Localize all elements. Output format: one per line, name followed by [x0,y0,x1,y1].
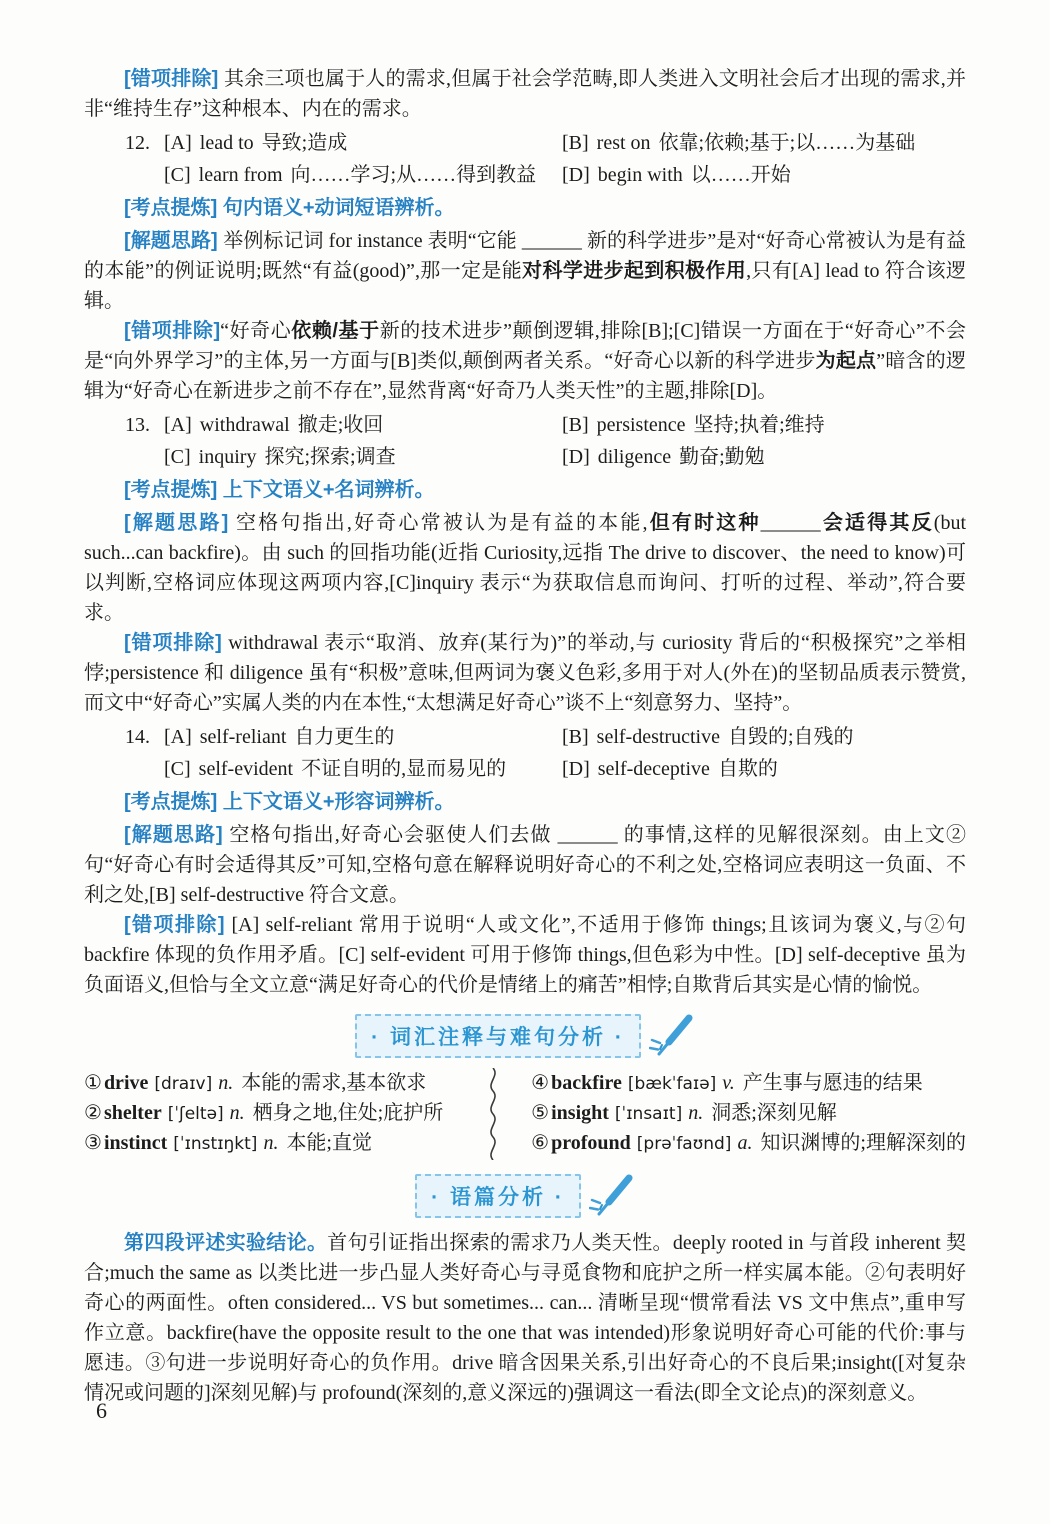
options-row-1 [84,127,966,159]
vocab-pos: n. [263,1132,279,1154]
option-english: lead to [199,132,254,154]
text-segment: 依赖/基于 [291,320,380,342]
solution-paragraph-q12 [84,226,966,316]
question-13-options [84,409,966,473]
option-chinese: 自力更生的 [294,726,395,748]
keypoint-q14: [考点提炼] 上下文语义+形容词辨析。 [124,791,455,813]
vocab-entry [84,1128,485,1158]
option-letter: [C] [164,164,191,186]
option-B [562,409,825,441]
section-title: · 词汇注释与难句分析 · [355,1014,641,1058]
vocab-number: ① [84,1072,102,1094]
text-segment: 举例标记词 for instance 表明“它能 [223,230,522,252]
vocab-entry [531,1068,966,1098]
text-segment: 其余三项也属于人的需求,但属于社会学范畴,即人类进入文明社会后才出现的需求,并非“维持生存”这种根本、内在的需求。 [84,68,966,120]
option-chinese: 向……学习;从……得到教益 [290,164,537,186]
option-letter: [A] [164,132,192,154]
options-row-1 [84,409,966,441]
text-segment: (but such...can backfire)。由 such 的回指功能(近指 Curiosity,远指 The drive to discover、the need to know)可以判断,空格词应体现这两项内容,[C]inquiry 表示“为获取信息而询问、打听的过程、举动”,符合要求。 [84,512,967,624]
vocab-pos: n. [218,1072,234,1094]
section-header-vocab [84,1012,966,1060]
vocab-number: ⑤ [531,1102,550,1124]
vocab-definition: 本能;直觉 [286,1132,372,1154]
options-row-1 [84,721,966,753]
option-english: rest on [596,132,651,154]
vocab-word: instinct [103,1132,168,1154]
solution-paragraph-q13 [84,508,966,628]
vocab-definition: 产生事与愿违的结果 [742,1072,923,1094]
blank-underline: ______ [760,512,821,534]
vocab-column-right [505,1068,966,1160]
vocab-word: backfire [551,1072,622,1094]
vocab-definition: 洞悉;深刻见解 [711,1102,837,1124]
option-letter: [C] [164,446,191,468]
vocab-definition: 本能的需求,基本欲求 [241,1072,427,1094]
vocab-entry [531,1098,966,1128]
text-segment: [错项排除] [124,632,229,654]
vocab-ipa: [bækˈfaɪə] [627,1074,717,1094]
option-letter: [B] [562,726,589,748]
option-letter: [C] [164,758,191,780]
text-segment: withdrawal 表示“取消、放弃(某行为)”的举动,与 curiosity 背后的“积极探究”之举相悖;persistence 和 diligence 虽有“积极”意味,但两词为褒义色彩,多用于对人(外在)的坚韧品质表示赞赏,而文中“好奇心”实属人类的内在本性,“太想满足好奇心”谈不上“刻意努力、坚持”。 [84,632,966,714]
text-segment: ,只有[A] lead to 符合该逻辑。 [84,260,966,312]
text-segment: 新的科学进步”是对“好奇心常被认为是有益的本能”的例证说明;既然“有益(good)”,那一定是能 [84,230,966,282]
text-segment: 的事情,这样的见解很深刻。由上文②句“好奇心有时会适得其反”可知,空格句意在解释说明好奇心的不利之处,空格词应表明这一负面、不利之处,[B] self-destructive 符合文意。 [84,824,966,906]
text-segment: “好奇心 [220,320,292,342]
solution-paragraph-q14 [84,820,966,910]
question-number: 13. [125,414,150,436]
option-chinese: 勤奋;勤勉 [679,446,765,468]
text-segment: [解题思路] [124,512,236,534]
text-segment: [A] self-reliant 常用于说明“人或文化”,不适用于修饰 things;且该词为褒义,与②句 backfire 体现的负作用矛盾。[C] self-evident 可用于修饰 things,但色彩为中性。[D] self-deceptive 虽为负面语义,但恰与全文立意“满足好奇心的代价是情绪上的痛苦”相悖;自欺背后其实是心情的愉悦。 [84,914,966,996]
option-letter: [A] [164,726,192,748]
option-chinese: 撤走;收回 [297,414,384,436]
option-C [164,159,536,191]
text-segment: 空格句指出,好奇心常被认为是有益的本能, [236,512,648,534]
page-number: 6 [96,1398,107,1423]
option-chinese: 依靠;依赖;基于;以……为基础 [658,132,916,154]
option-english: withdrawal [199,414,290,436]
option-letter: [A] [164,414,192,436]
option-A [164,127,347,159]
question-12-options [84,127,966,191]
vocab-word: drive [103,1072,149,1094]
option-english: persistence [596,414,686,436]
option-C [164,753,506,785]
option-D [562,159,791,191]
option-english: self-evident [198,758,294,780]
option-english: learn from [198,164,283,186]
option-letter: [B] [562,414,589,436]
squiggle-divider-icon [485,1068,501,1160]
vocab-pos: v. [722,1072,735,1094]
option-chinese: 以……开始 [690,164,791,186]
text-segment: 首句引证指出探索的需求乃人类天性。deeply rooted in 与首段 inherent 契合;much the same as 以类比进一步凸显人类好奇心与寻觅食物和庇护之所一样实属本能。②句表明好奇心的两面性。often considered... VS but sometimes... can... 清晰呈现“惯常看法 VS 文中焦点”,重申写作立意。backfire(have the opposite result to the one that was intended)形象说明好奇心可能的代价:事与愿违。③句进一步说明好奇心的负作用。drive 暗含因果关系,引出好奇心的不良后果;insight([对复杂情况或问题的]深刻见解)与 profound(深刻的,意义深远的)强调这一看法(即全文论点)的深刻意义。 [84,1232,966,1404]
keypoint-q12: [考点提炼] 句内语义+动词短语辨析。 [124,197,455,219]
text-segment: [错项排除] [124,914,232,936]
text-segment: [解题思路] [124,230,224,252]
vocab-column-left [84,1068,485,1160]
vocab-entry [531,1128,966,1158]
section-header-discourse [84,1172,966,1220]
option-letter: [D] [562,758,590,780]
vocab-ipa: [ˈɪnstɪŋkt] [173,1134,258,1154]
text-segment: 为起点 [815,350,877,372]
text-segment: [错项排除] [124,320,221,342]
option-D [562,753,778,785]
text-segment: [解题思路] [124,824,230,846]
option-letter: [B] [562,132,589,154]
option-chinese: 坚持;执着;维持 [693,414,825,436]
blank-underline: ______ [521,230,582,252]
text-segment: 但有时这种 [647,512,761,534]
vocab-ipa: [ˈɪnsaɪt] [614,1104,683,1124]
vocab-pos: a. [737,1132,753,1154]
option-english: self-deceptive [597,758,710,780]
exclusion-paragraph-q11 [84,64,966,124]
vocab-number: ⑥ [531,1132,550,1154]
option-B [562,127,915,159]
section-title: · 语篇分析 · [415,1174,581,1218]
option-english: inquiry [198,446,257,468]
vocab-ipa: [draɪv] [154,1074,213,1094]
option-english: begin with [597,164,683,186]
text-segment: 会适得其反 [820,512,934,534]
exclusion-paragraph-q12 [84,316,966,406]
option-C [164,441,396,473]
vocab-number: ③ [84,1132,102,1154]
option-chinese: 探究;探索;调查 [264,446,396,468]
option-A [164,721,394,753]
keypoint-q13: [考点提炼] 上下文语义+名词辨析。 [124,479,435,501]
discourse-analysis-paragraph [84,1228,966,1408]
option-D [562,441,765,473]
question-number: 14. [125,726,150,748]
text-segment: [错项排除] [124,68,224,90]
option-chinese: 导致;造成 [261,132,348,154]
options-row-2 [84,441,966,473]
option-chinese: 自欺的 [717,758,778,780]
pen-icon-wrap [649,1014,695,1058]
text-segment: ”暗含的逻辑为“好奇心在新进步之前不存在”,显然背离“好奇乃人类天性”的主题,排除[D]。 [84,350,966,402]
text-segment: 空格句指出,好奇心会驱使人们去做 [229,824,558,846]
option-A [164,409,383,441]
question-14-options [84,721,966,785]
option-letter: [D] [562,446,590,468]
options-row-2 [84,159,966,191]
vocab-pos: n. [688,1102,704,1124]
text-segment: 对科学进步起到积极作用 [522,260,747,282]
text-segment: 新的技术进步”颠倒逻辑,排除[B];[C]错误一方面在于“好奇心”不会是“向外界学习”的主体,另一方面与[B]类似,颠倒两者关系。“好奇心以新的科学进步 [84,320,966,372]
pen-icon [649,1014,695,1058]
question-number: 12. [125,132,150,154]
vocab-definition: 栖身之地,住处;庇护所 [252,1102,444,1124]
vocab-entry [84,1098,485,1128]
options-row-2 [84,753,966,785]
option-english: self-reliant [199,726,287,748]
vocab-number: ② [84,1102,102,1124]
exclusion-paragraph-q13 [84,628,966,718]
option-english: self-destructive [596,726,720,748]
vocab-word: profound [551,1132,631,1154]
option-chinese: 不证自明的,显而易见的 [301,758,507,780]
text-segment: 第四段评述实验结论。 [124,1232,328,1254]
page-content [84,64,966,1408]
pen-icon-wrap [589,1174,635,1218]
option-B [562,721,854,753]
option-chinese: 自毁的;自残的 [727,726,854,748]
option-english: diligence [597,446,672,468]
vocab-entry [84,1068,485,1098]
pen-icon [589,1174,635,1218]
exclusion-paragraph-q14 [84,910,966,1000]
vocab-definition: 知识渊博的;理解深刻的 [760,1132,966,1154]
vocab-list [84,1068,966,1160]
blank-underline: ______ [557,824,618,846]
vocab-ipa: [ˈʃeltə] [167,1104,224,1124]
vocab-word: insight [551,1102,609,1124]
squiggle-divider [485,1068,505,1160]
vocab-ipa: [prəˈfaʊnd] [636,1134,732,1154]
vocab-number: ④ [531,1072,550,1094]
option-letter: [D] [562,164,590,186]
vocab-word: shelter [103,1102,162,1124]
vocab-pos: n. [229,1102,245,1124]
